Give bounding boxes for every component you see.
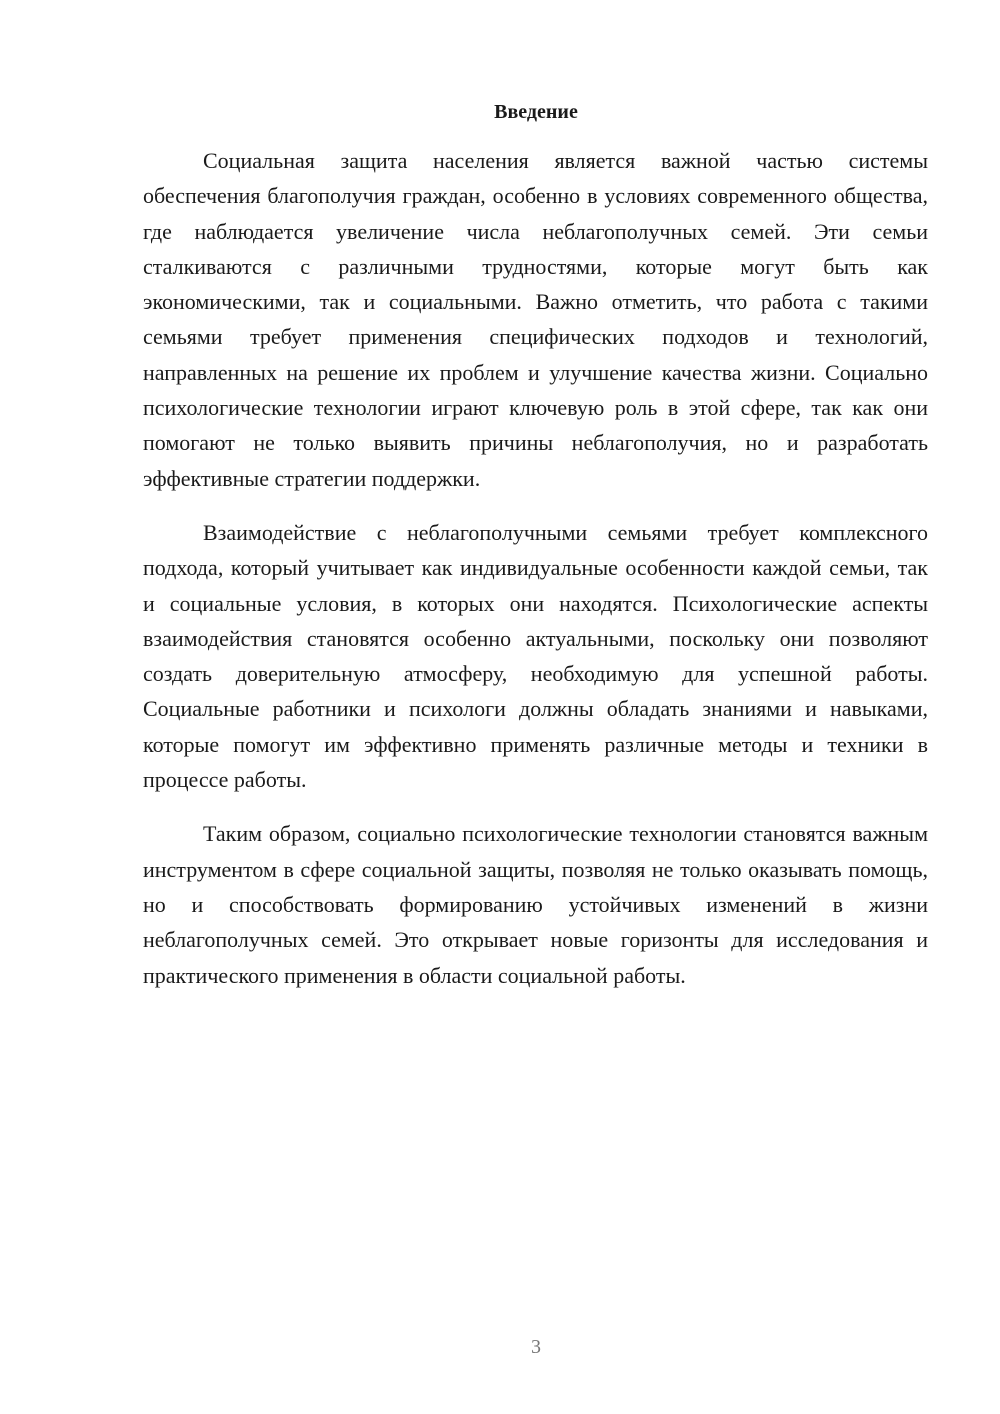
- paragraph-3: Таким образом, социально психологические технологии становятся важным инструментом в сфере социальной защиты, позволяя не только оказывать помощь, но и способствовать формированию устойчивых изменений в жизни неблагополучных семей. Это открывает новые горизонты для исследования и практического применения в области социальной работы.: [143, 821, 928, 988]
- document-body: [143, 143, 928, 993]
- section-heading: Введение: [494, 101, 578, 123]
- page-number: 3: [531, 1336, 541, 1358]
- paragraph-2: Взаимодействие с неблагополучными семьями требует комплексного подхода, который учитывает как индивидуальные особенности каждой семьи, так и социальные условия, в которых они находятся. Психологические аспекты взаимодействия становятся особенно актуальными, поскольку они позволяют создать доверительную атмосферу, необходимую для успешной работы. Социальные работники и психологи должны обладать знаниями и навыками, которые помогут им эффективно применять различные методы и техники в процессе работы.: [143, 519, 928, 793]
- paragraph-1: Социальная защита населения является важной частью системы обеспечения благополучия граждан, особенно в условиях современного общества, где наблюдается увеличение числа неблагополучных семей. Эти семьи сталкиваются с различными трудностями, которые могут быть как экономическими, так и социальными. Важно отметить, что работа с такими семьями требует применения специфических подходов и технологий, направленных на решение их проблем и улучшение качества жизни. Социально психологические технологии играют ключевую роль в этой сфере, так как они помогают не только выявить причины неблагополучия, но и разработать эффективные стратегии поддержки.: [143, 148, 928, 491]
